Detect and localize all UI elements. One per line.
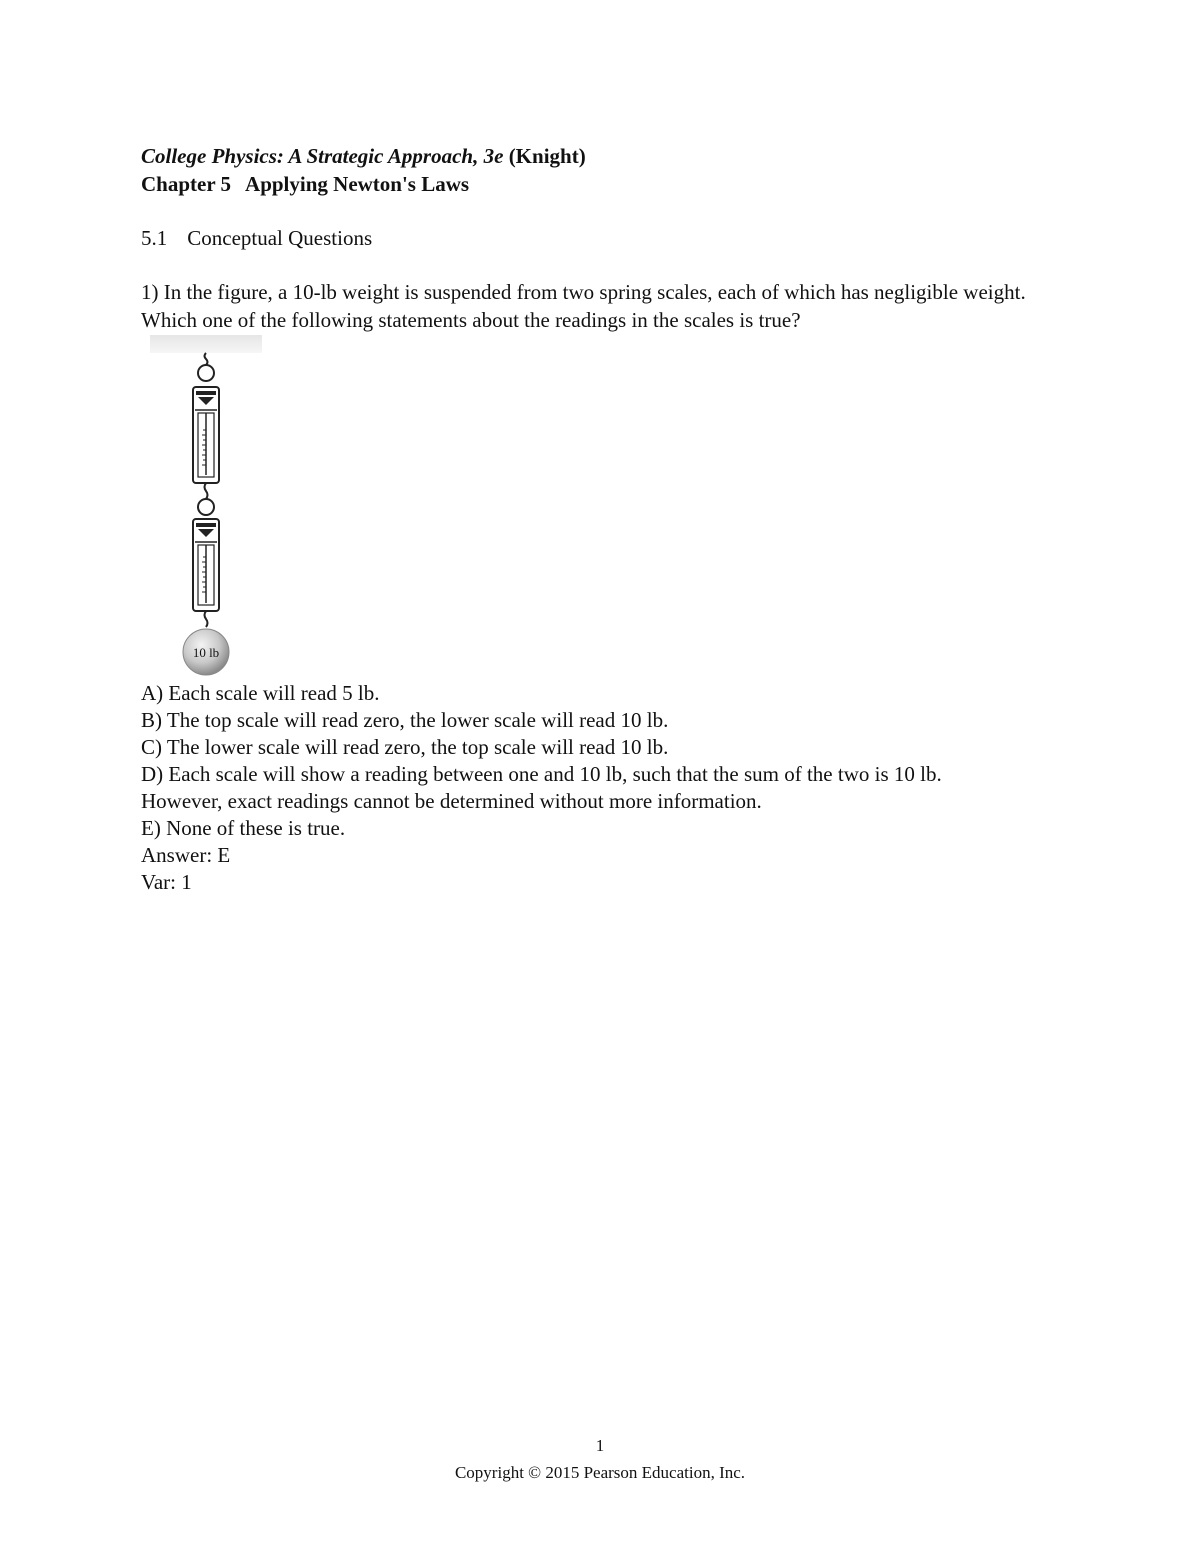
chapter-heading [141, 170, 586, 198]
lower-spring-scale [193, 519, 219, 611]
section-number: 5.1 [141, 226, 168, 250]
book-title-line [141, 142, 586, 170]
copyright-notice: Copyright © 2015 Pearson Education, Inc. [454, 1463, 746, 1482]
answer-key: Answer: E [141, 843, 231, 867]
top-hook [205, 353, 208, 365]
chapter-title: Applying Newton's Laws [245, 172, 470, 196]
ceiling-support [150, 335, 262, 353]
document-header [141, 142, 586, 198]
choice-a: A) Each scale will read 5 lb. [141, 681, 380, 705]
middle-ring [198, 499, 214, 515]
variant-number: Var: 1 [141, 870, 192, 894]
choice-e: E) None of these is true. [141, 816, 346, 840]
page-number: 1 [595, 1436, 605, 1455]
middle-hook [205, 483, 208, 499]
choice-d: D) Each scale will show a reading between one and 10 lb, such that the sum of the two is 10 lb. [141, 762, 942, 786]
spring-scales-figure [150, 335, 262, 680]
answer-choices [141, 680, 1081, 896]
top-ring [198, 365, 214, 381]
choice-b: B) The top scale will read zero, the lower scale will read 10 lb. [141, 708, 669, 732]
chapter-number: Chapter 5 [141, 172, 232, 196]
spring-scales-illustration [150, 335, 262, 680]
choice-d-continued: However, exact readings cannot be determined without more information. [141, 789, 762, 813]
book-title: College Physics: A Strategic Approach, 3e [141, 144, 504, 168]
weight-label: 10 lb [192, 645, 220, 660]
section-title: Conceptual Questions [187, 226, 373, 250]
upper-spring-scale [193, 387, 219, 483]
bottom-hook [205, 611, 208, 627]
choice-c: C) The lower scale will read zero, the top scale will read 10 lb. [141, 735, 669, 759]
section-heading [141, 224, 372, 252]
book-author: (Knight) [508, 144, 586, 168]
question-text: 1) In the figure, a 10-lb weight is suspended from two spring scales, each of which has negligible weight. Which one of the following statements about the readings in the scales is true? [141, 280, 1026, 332]
page-footer [0, 1432, 1200, 1486]
